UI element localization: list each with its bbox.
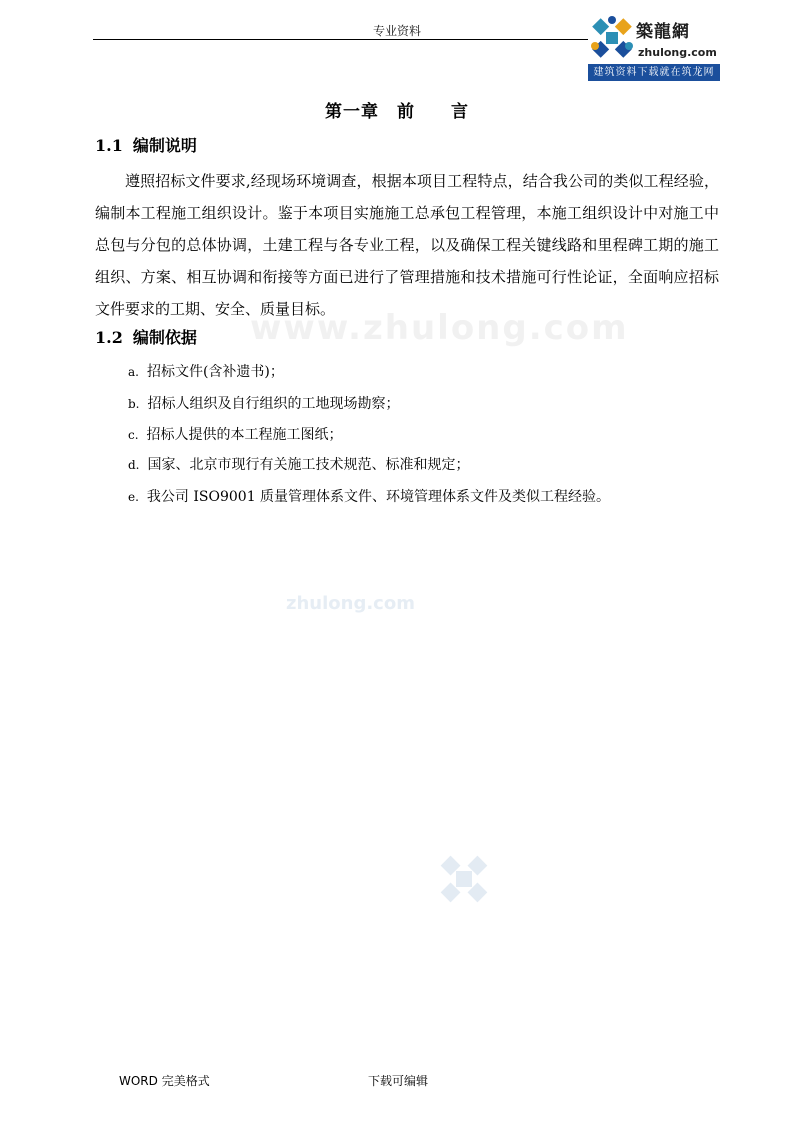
intro-paragraph-text: 遵照招标文件要求,经现场环境调查，根据本项目工程特点，结合我公司的类似工程经验，编制本工程施工组织设计。鉴于本项目实施施工总承包工程管理，本施工组织设计中对施工中总包与分包的总体协调，土建工程与各专业工程，以及确保工程关键线路和里程碑工期的施工组织、方案、相互协调和衔接等方面已进行了管理措施和技术措施可行性论证，全面响应招标文件要求的工期、安全、质量目标。 xyxy=(95,172,719,318)
list-item-text: 招标人组织及自行组织的工地现场勘察； xyxy=(147,396,400,412)
snowflake-logo-icon xyxy=(588,14,636,64)
list-item-text: 我公司 ISO9001 质量管理体系文件、环境管理体系文件及类似工程经验。 xyxy=(146,489,611,505)
list-item xyxy=(128,486,610,506)
list-item xyxy=(128,393,400,413)
logo-slogan: 建筑资料下载就在筑龙网 xyxy=(588,64,720,81)
section-title: 编制说明 xyxy=(132,136,197,155)
page-header-label: 专业资料 xyxy=(372,24,421,38)
zhulong-logo xyxy=(588,12,720,82)
list-item-text: 国家、北京市现行有关施工技术规范、标准和规定； xyxy=(147,457,470,473)
list-item xyxy=(128,454,470,474)
chapter-title: 第一章 前 言 xyxy=(325,102,469,122)
logo-domain: zhulong.com xyxy=(638,46,717,59)
watermark-url: www.zhulong.com xyxy=(250,308,629,348)
list-marker: c. xyxy=(128,428,139,442)
intro-paragraph xyxy=(95,165,719,325)
section-number: 1.1 xyxy=(95,136,123,155)
header-rule xyxy=(93,39,588,40)
list-item-text: 招标文件(含补遗书)； xyxy=(146,364,284,380)
snowflake-watermark-icon xyxy=(435,850,493,908)
list-marker: e. xyxy=(128,490,139,504)
watermark-domain: zhulong.com xyxy=(286,593,415,614)
section-heading-1-2 xyxy=(95,325,197,348)
section-heading-1-1 xyxy=(95,133,197,156)
footer-right-text: 下载可编辑 xyxy=(368,1074,429,1088)
section-title: 编制依据 xyxy=(132,328,197,347)
list-marker: a. xyxy=(128,365,139,379)
list-item xyxy=(128,361,284,381)
logo-name-cn: 築龍網 xyxy=(636,22,690,42)
list-item-text: 招标人提供的本工程施工图纸； xyxy=(146,427,343,443)
list-marker: d. xyxy=(128,458,140,472)
footer-left-text: WORD 完美格式 xyxy=(119,1074,210,1088)
list-marker: b. xyxy=(128,397,140,411)
section-number: 1.2 xyxy=(95,328,123,347)
list-item xyxy=(128,424,343,444)
